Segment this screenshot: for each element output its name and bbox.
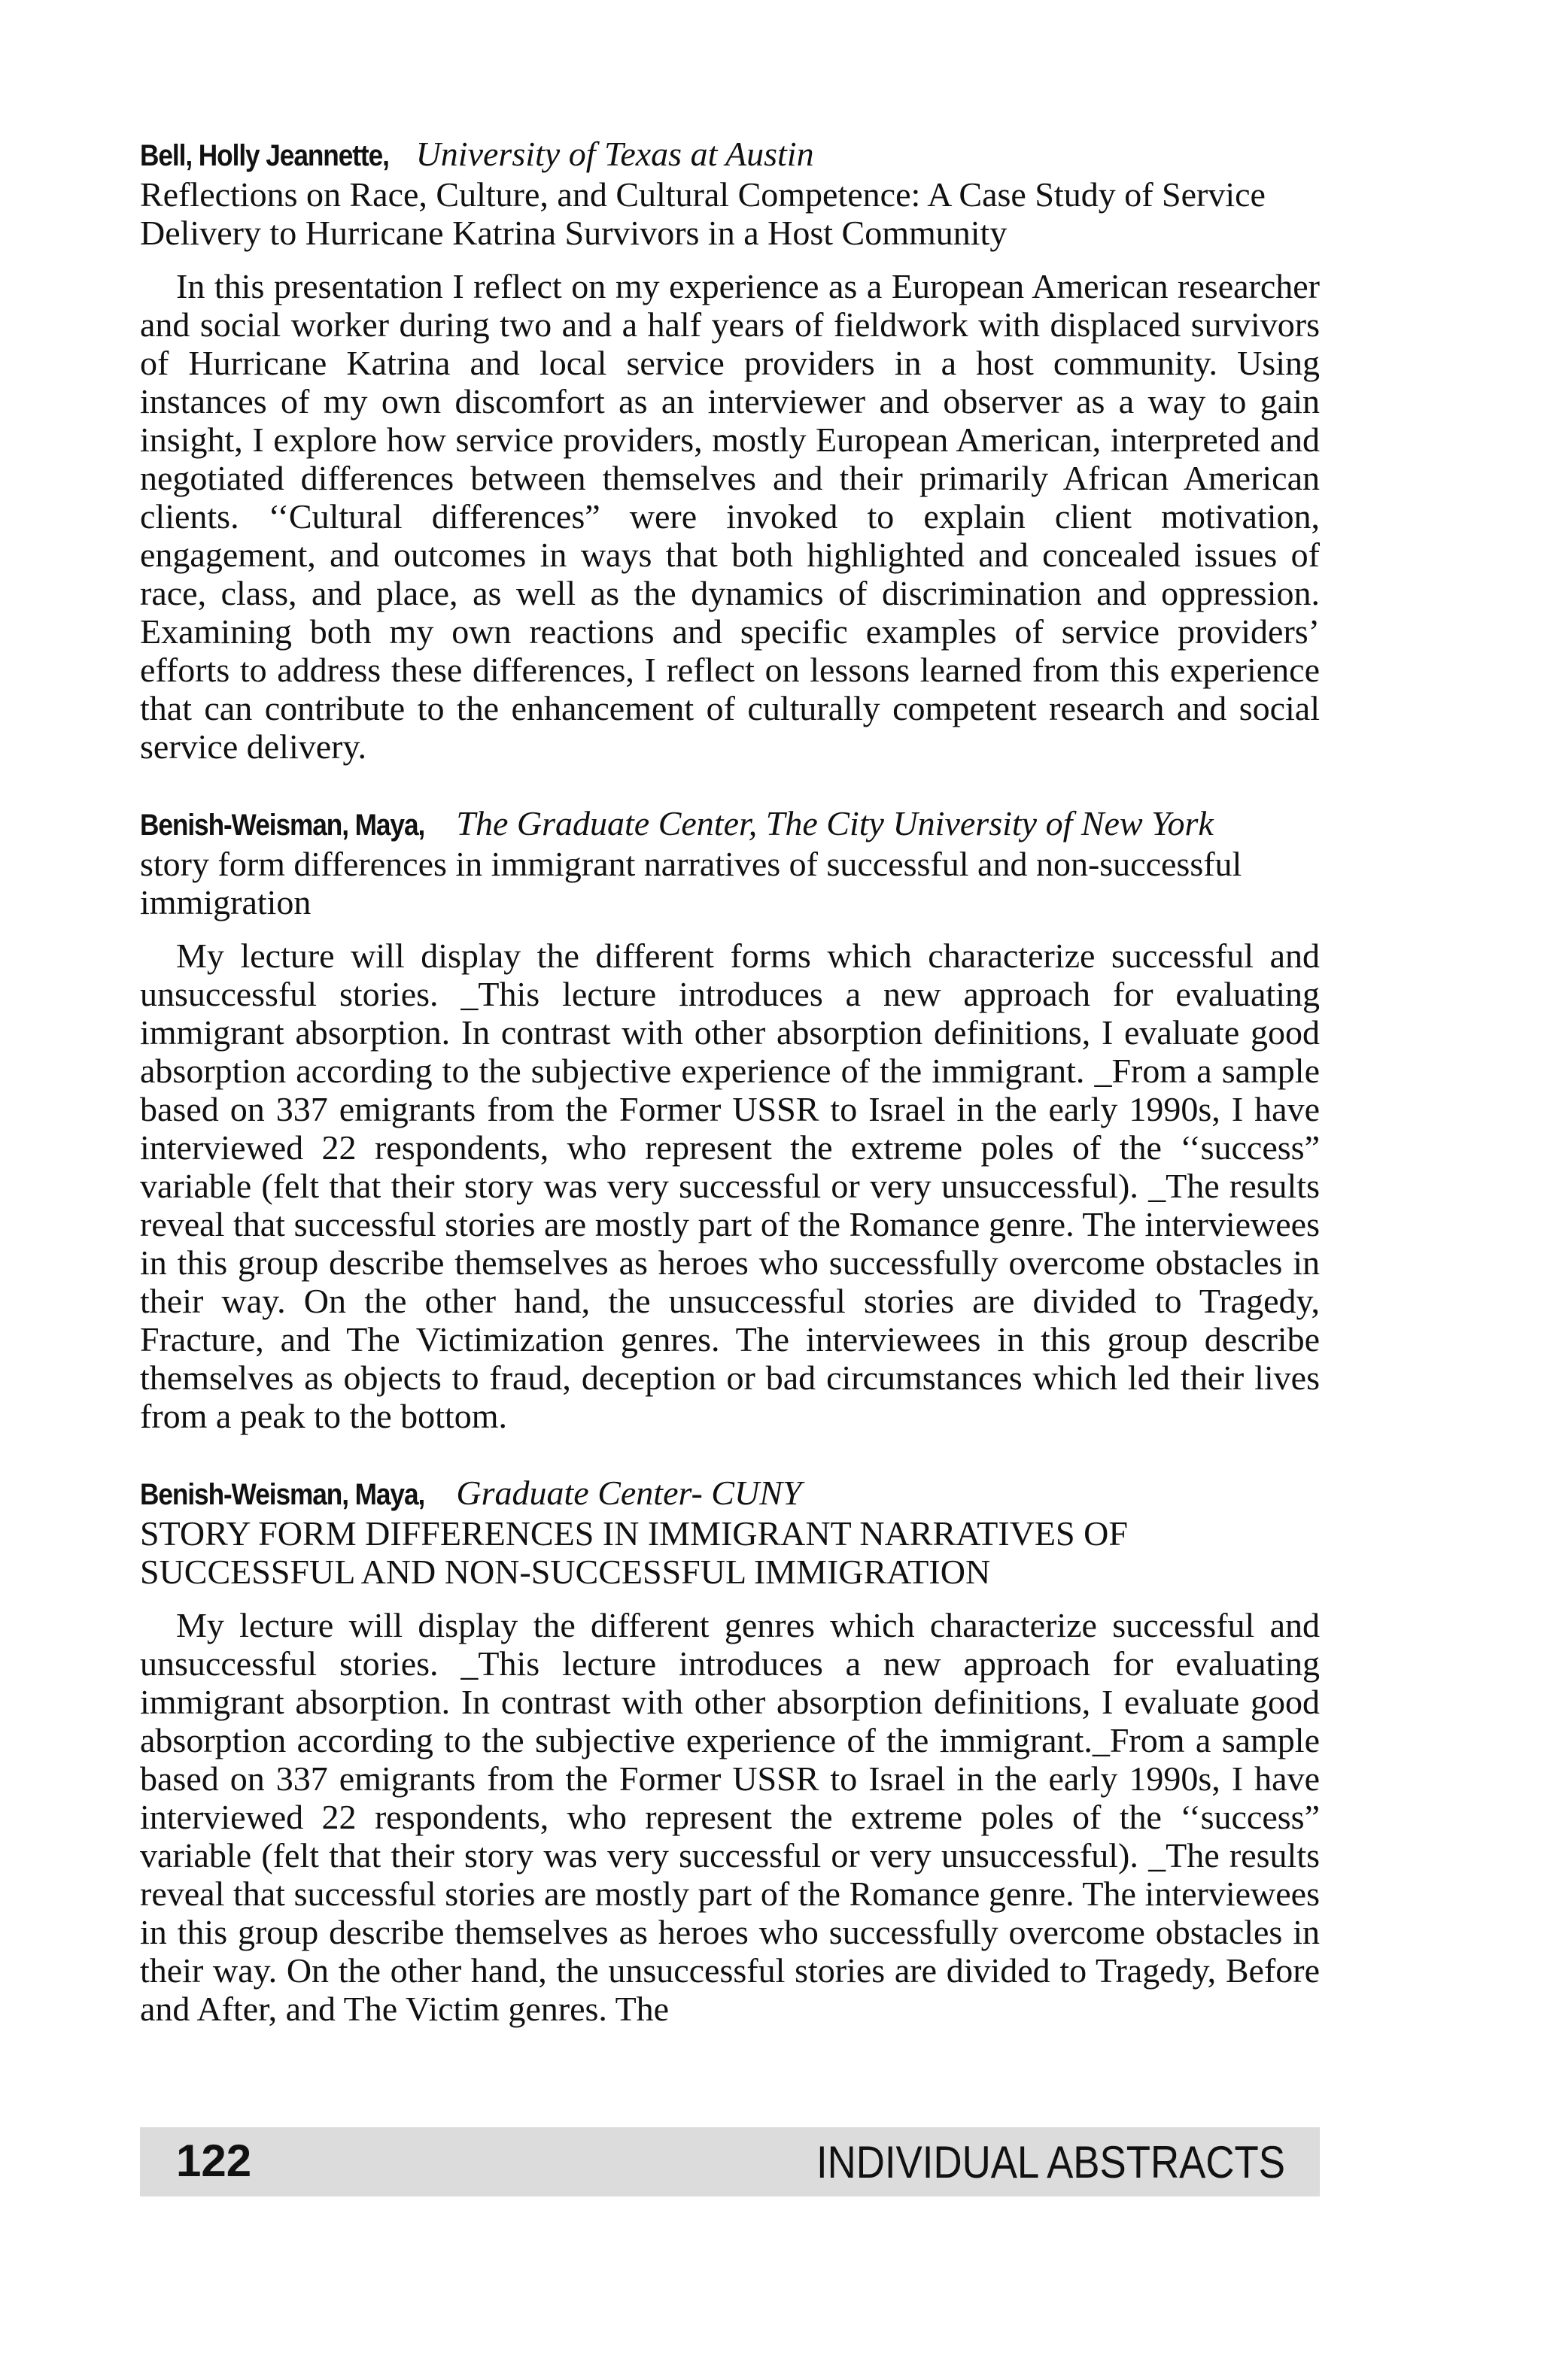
- page-number: 122: [176, 2136, 252, 2186]
- author-name: Benish-Weisman, Maya,: [140, 809, 425, 842]
- abstract-title: STORY FORM DIFFERENCES IN IMMIGRANT NARRATIVES OF SUCCESSFUL AND NON-SUCCESSFUL IMMIGRATION: [140, 1514, 1128, 1591]
- abstract-entry: [140, 803, 1320, 1435]
- author-name: Bell, Holly Jeannette,: [140, 139, 389, 172]
- author-affiliation: The Graduate Center, The City University of New York: [456, 804, 1214, 842]
- abstract-body: My lecture will display the different genres which characterize successful and unsuccessful stories. _This lecture introduces a new approach for evaluating immigrant absorption. In contrast with other absorption definitions, I evaluate good absorption according to the subjective experience of the immigrant._From a sample based on 337 emigrants from the Former USSR to Israel in the early 1990s, I have interviewed 22 respondents, who represent the extreme poles of the ‘‘success” variable (felt that their story was very successful or very unsuccessful). _The results reveal that successful stories are mostly part of the Romance genre. The interviewees in this group describe themselves as heroes who successfully overcome obstacles in their way. On the other hand, the unsuccessful stories are divided to Tragedy, Before and After, and The Victim genres. The: [140, 1606, 1320, 2028]
- entry-header: [140, 1473, 1320, 1514]
- author-name: Benish-Weisman, Maya,: [140, 1478, 425, 1511]
- entry-header: [140, 134, 1320, 175]
- abstract-entry: [140, 1473, 1320, 2028]
- section-title: INDIVIDUAL ABSTRACTS: [816, 2137, 1285, 2187]
- page-footer: [140, 2127, 1320, 2196]
- abstract-title: story form differences in immigrant narratives of successful and non-successful immigration: [140, 845, 1242, 921]
- abstract-body: My lecture will display the different forms which characterize successful and unsuccessful stories. _This lecture introduces a new approach for evaluating immigrant absorption. In contrast with other absorption definitions, I evaluate good absorption according to the subjective experience of the immigrant. _From a sample based on 337 emigrants from the Former USSR to Israel in the early 1990s, I have interviewed 22 respondents, who represent the extreme poles of the ‘‘success” variable (felt that their story was very successful or very unsuccessful). _The results reveal that successful stories are mostly part of the Romance genre. The interviewees in this group describe themselves as heroes who successfully overcome obstacles in their way. On the other hand, the unsuccessful stories are divided to Tragedy, Fracture, and The Victimization genres. The interviewees in this group describe themselves as objects to fraud, deception or bad circumstances which led their lives from a peak to the bottom.: [140, 937, 1320, 1435]
- abstract-entry: [140, 134, 1320, 766]
- abstracts-column: [140, 134, 1320, 2066]
- author-affiliation: University of Texas at Austin: [415, 135, 814, 173]
- author-affiliation: Graduate Center- CUNY: [456, 1474, 802, 1512]
- abstract-title: Reflections on Race, Culture, and Cultural Competence: A Case Study of Service Delivery to Hurricane Katrina Survivors in a Host Community: [140, 175, 1266, 252]
- entry-header: [140, 803, 1320, 845]
- abstract-body: In this presentation I reflect on my experience as a European American researcher and social worker during two and a half years of fieldwork with displaced survivors of Hurricane Katrina and local service providers in a host community. Using instances of my own discomfort as an interviewer and observer as a way to gain insight, I explore how service providers, mostly European American, interpreted and negotiated differences between themselves and their primarily African American clients. ‘‘Cultural differences” were invoked to explain client motivation, engagement, and outcomes in ways that both highlighted and concealed issues of race, class, and place, as well as the dynamics of discrimination and oppression. Examining both my own reactions and specific examples of service providers’ efforts to address these differences, I reflect on lessons learned from this experience that can contribute to the enhancement of culturally competent research and social service delivery.: [140, 267, 1320, 766]
